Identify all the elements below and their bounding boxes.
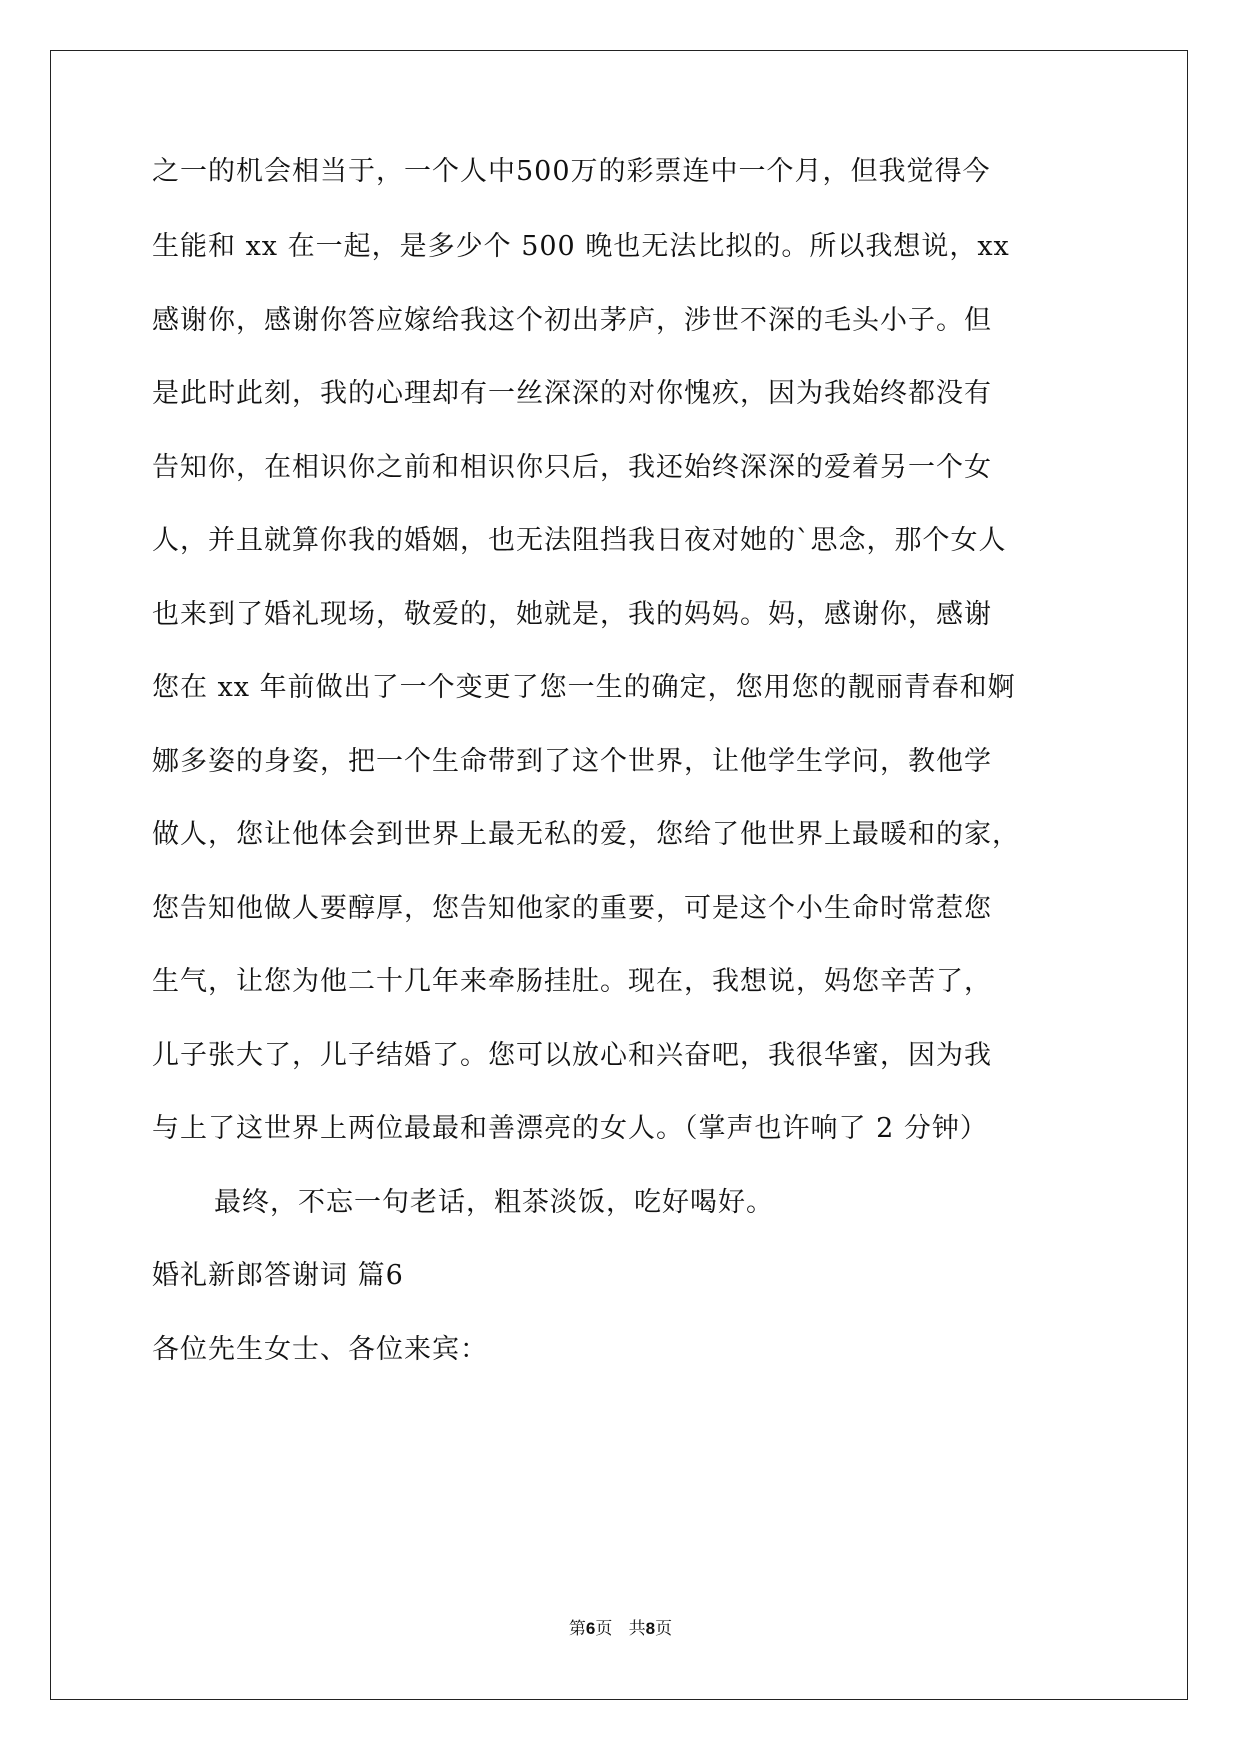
footer-page-suffix: 页: [595, 1619, 613, 1639]
body-line: 做人，您让他体会到世界上最无私的爱，您给了他世界上最暖和的家，: [152, 819, 1020, 850]
footer-total-prefix: 共: [628, 1619, 646, 1639]
body-line: 您告知他做人要醇厚，您告知他家的重要，可是这个小生命时常惹您: [152, 893, 992, 924]
section-heading: 婚礼新郎答谢词 篇6: [152, 1260, 404, 1291]
footer-total-suffix: 页: [655, 1619, 673, 1639]
body-line: 儿子张大了，儿子结婚了。您可以放心和兴奋吧，我很华蜜，因为我: [152, 1040, 992, 1071]
body-line: 人，并且就算你我的婚姻，也无法阻挡我日夜对她的`思念，那个女人: [152, 525, 1007, 556]
body-line: 感谢你，感谢你答应嫁给我这个初出茅庐，涉世不深的毛头小子。但: [152, 305, 992, 336]
body-line: 之一的机会相当于，一个人中500万的彩票连中一个月，但我觉得今: [152, 156, 991, 187]
salutation: 各位先生女士、各位来宾：: [152, 1334, 488, 1365]
page-border: [50, 50, 1188, 1700]
body-line: 是此时此刻，我的心理却有一丝深深的对你愧疚，因为我始终都没有: [152, 378, 992, 409]
footer-total-pages: 8: [645, 1619, 656, 1638]
footer-page-prefix: 第: [568, 1619, 586, 1639]
body-line: 娜多姿的身姿，把一个生命带到了这个世界，让他学生学问，教他学: [152, 746, 992, 777]
body-line: 也来到了婚礼现场，敬爱的，她就是，我的妈妈。妈，感谢你，感谢: [152, 599, 992, 630]
body-line: 与上了这世界上两位最最和善漂亮的女人。（掌声也许响了 2 分钟）: [152, 1113, 988, 1144]
body-line: 生能和 xx 在一起，是多少个 500 晚也无法比拟的。所以我想说，xx: [152, 231, 1010, 262]
body-line: 告知你，在相识你之前和相识你只后，我还始终深深的爱着另一个女: [152, 452, 992, 483]
body-line: 生气，让您为他二十几年来牵肠挂肚。现在，我想说，妈您辛苦了，: [152, 966, 992, 997]
closing-paragraph: 最终，不忘一句老话，粗茶淡饭，吃好喝好。: [214, 1187, 774, 1218]
page-footer: [0, 1617, 1241, 1641]
footer-current-page: 6: [585, 1619, 596, 1638]
body-line: 您在 xx 年前做出了一个变更了您一生的确定，您用您的靓丽青春和婀: [152, 672, 1016, 703]
